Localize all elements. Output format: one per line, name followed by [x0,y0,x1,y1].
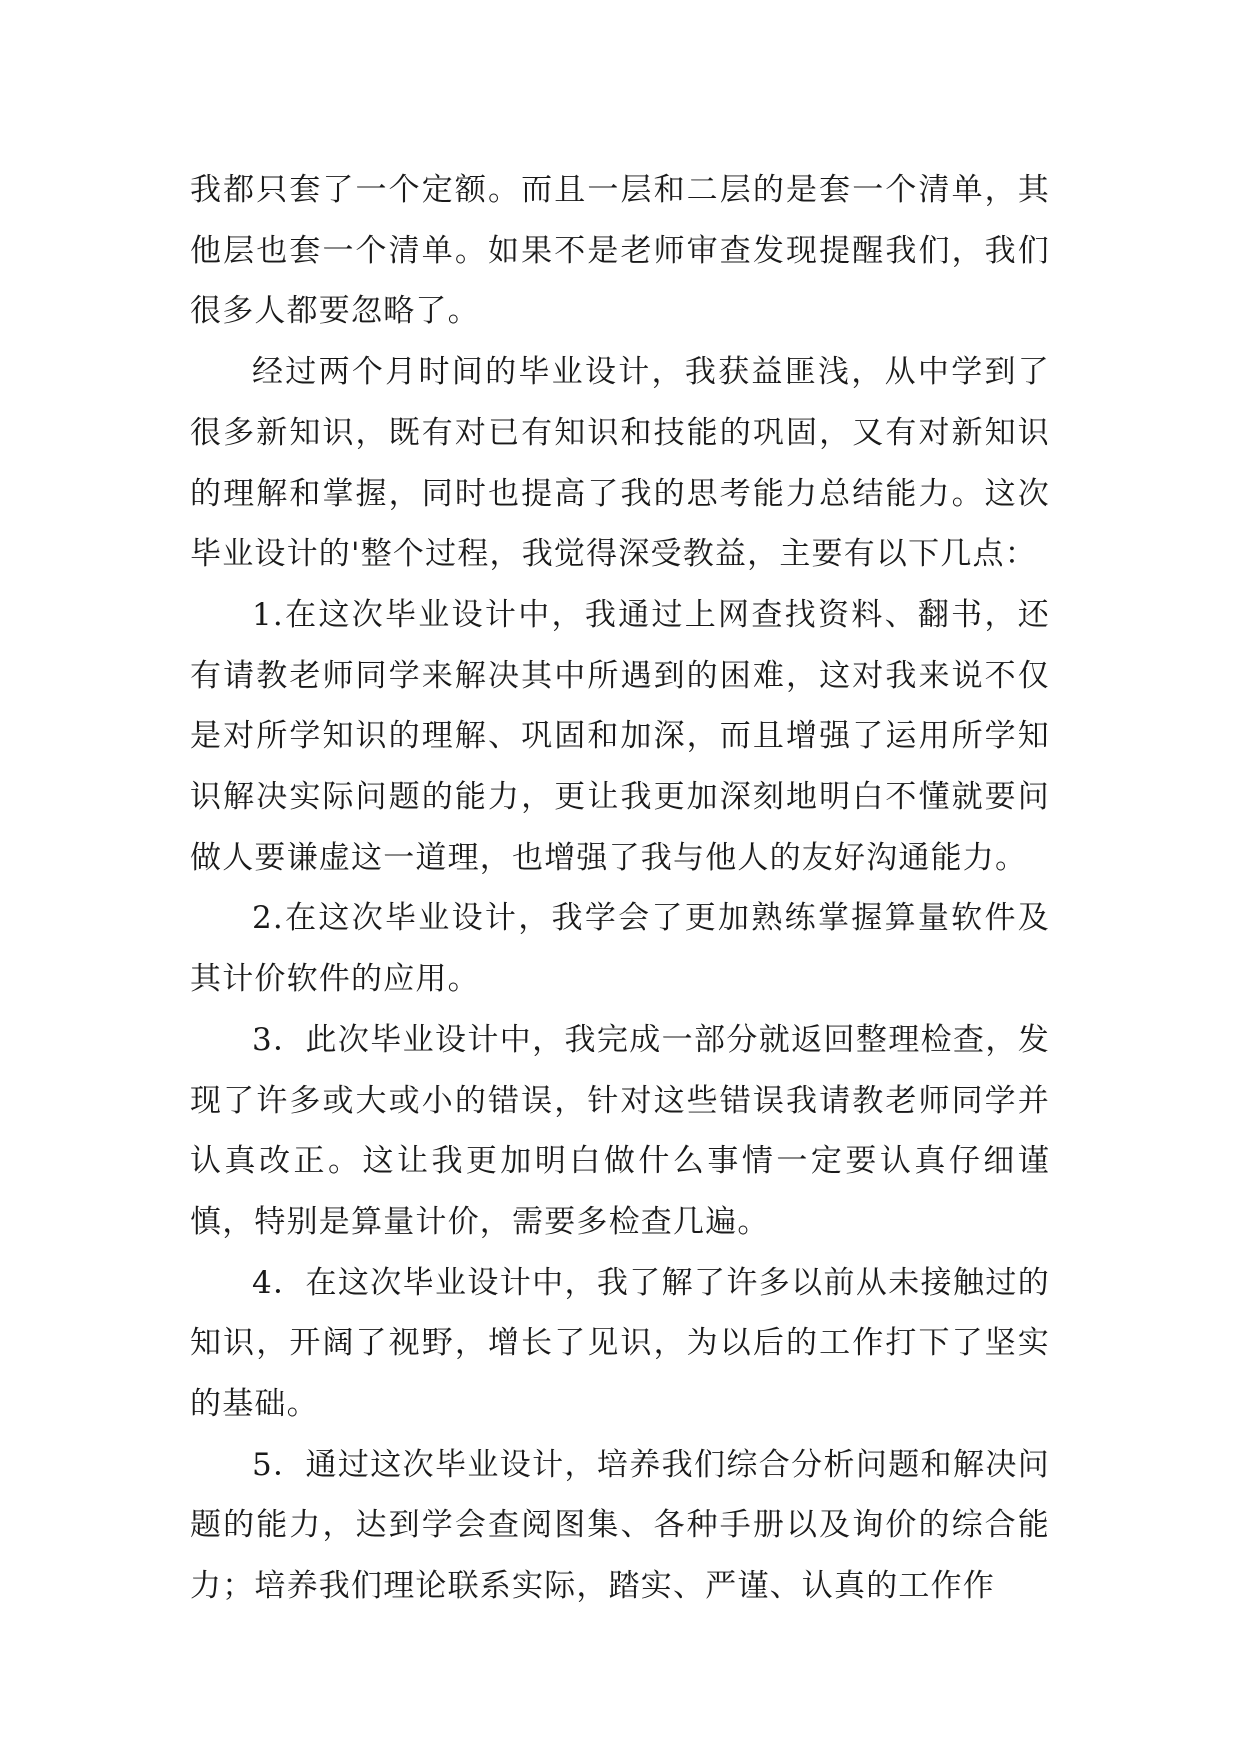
paragraph-point-2: 2.在这次毕业设计，我学会了更加熟练掌握算量软件及其计价软件的应用。 [190,900,1050,998]
paragraph-point-1: 1.在这次毕业设计中，我通过上网查找资料、翻书，还有请教老师同学来解决其中所遇到的困难，这对我来说不仅是对所学知识的理解、巩固和加深，而且增强了运用所学知识解决实际问题的能力，更让我更加深刻地明白不懂就要问做人要谦虚这一道理，也增强了我与他人的友好沟通能力。 [190,596,1050,876]
document-body [190,160,1050,1617]
paragraph-point-4: 4．在这次毕业设计中，我了解了许多以前从未接触过的知识，开阔了视野，增长了见识，为以后的工作打下了坚实的基础。 [190,1264,1050,1423]
paragraph-point-3: 3．此次毕业设计中，我完成一部分就返回整理检查，发现了许多或大或小的错误，针对这些错误我请教老师同学并认真改正。这让我更加明白做什么事情一定要认真仔细谨慎，特别是算量计价，需要多检查几遍。 [190,1021,1050,1240]
paragraph-summary: 经过两个月时间的毕业设计，我获益匪浅，从中学到了很多新知识，既有对已有知识和技能的巩固，又有对新知识的理解和掌握，同时也提高了我的思考能力总结能力。这次毕业设计的'整个过程，我觉得深受教益，主要有以下几点： [190,354,1050,573]
paragraph-continuation: 我都只套了一个定额。而且一层和二层的是套一个清单，其他层也套一个清单。如果不是老师审查发现提醒我们，我们很多人都要忽略了。 [190,172,1050,330]
paragraph-point-5: 5．通过这次毕业设计，培养我们综合分析问题和解决问题的能力，达到学会查阅图集、各种手册以及询价的综合能力；培养我们理论联系实际，踏实、严谨、认真的工作作 [190,1446,1050,1605]
